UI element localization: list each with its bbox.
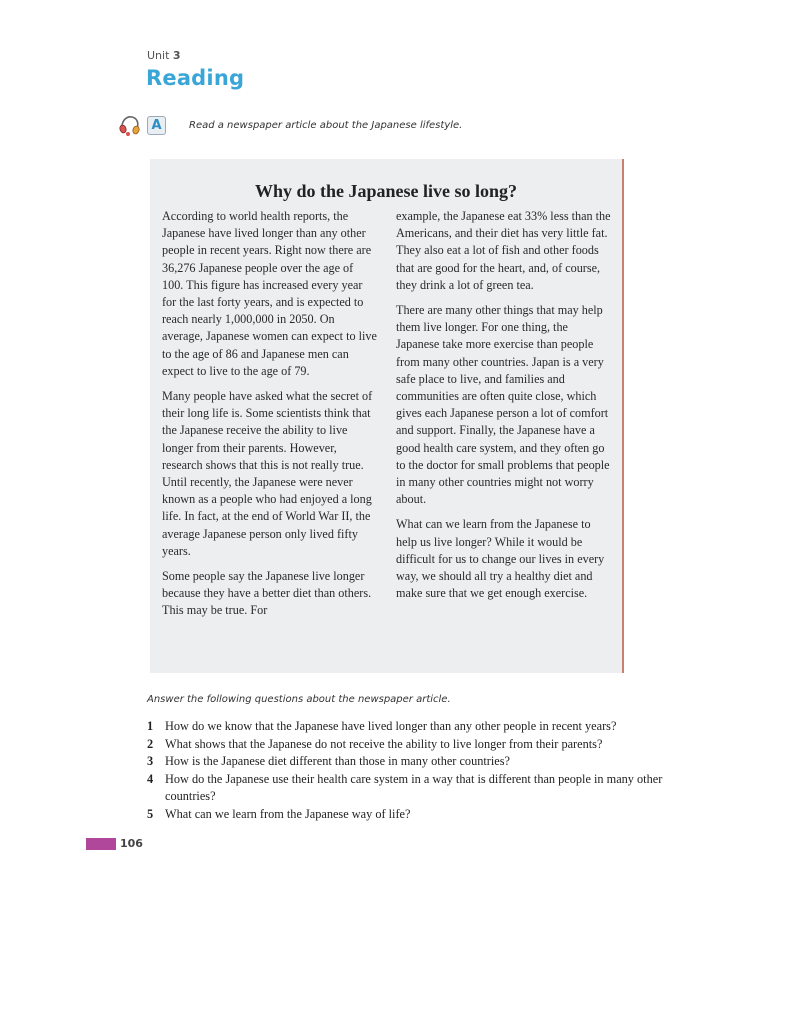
article-paragraph: What can we learn from the Japanese to help us live longer? While it would be difficult for us to change our lives in every way, we should all try a healthy diet and make sure that we get enough exercise.	[396, 517, 605, 601]
question-number: 5	[147, 806, 154, 821]
question-text: What can we learn from the Japanese way of life?	[165, 806, 411, 821]
exercise-instruction: Read a newspaper article about the Japanese lifestyle.	[189, 120, 463, 131]
question-item	[147, 806, 707, 824]
question-item	[147, 753, 707, 771]
article-paragraph: example, the Japanese eat 33% less than the Americans, and their diet has very little fat. They also eat a lot of fish and other foods that are good for the heart, and, of course, they drink a lot of green tea.	[396, 209, 611, 292]
question-item	[147, 771, 707, 806]
article-paragraph: According to world health reports, the Japanese have lived longer than any other people in recent years. Right now there are 36,276 Japanese people over the age of 100. This figure has increased every year for the last forty years, and is expected to reach nearly 1,000,000 in 2050. On average, Japanese women can expect to live to the age of 86 and Japanese men can expect to live to the age of 79.	[162, 209, 377, 378]
article-paragraph: There are many other things that may help them live longer. For one thing, the Japanese take more exercise than people from many other countries. Japan is a very safe place to live, and families and communities are often quite close, which gives each Japanese person a lot of comfort and support. Finally, the Japanese have a good health care system, and they often go to the doctor for small problems that people in many other countries might not worry about.	[396, 303, 610, 507]
question-number: 4	[147, 771, 154, 786]
article-title: Why do the Japanese live so long?	[254, 181, 518, 201]
question-text: How is the Japanese diet different than those in many other countries?	[165, 754, 511, 768]
exercise-letter-badge: A	[147, 116, 166, 135]
unit-label-text: Unit	[147, 49, 170, 62]
section-title: Reading	[146, 66, 245, 90]
question-item	[147, 736, 707, 754]
question-text: How do the Japanese use their health care system in a way that is different than people in many other countries?	[165, 771, 663, 803]
question-text: What shows that the Japanese do not receive the ability to live longer from their parents?	[165, 736, 603, 751]
page-number: 106	[120, 837, 143, 850]
question-number: 2	[147, 736, 154, 751]
question-text: How do we know that the Japanese have lived longer than any other people in recent years?	[165, 719, 617, 733]
question-item	[147, 718, 707, 736]
newspaper-article	[150, 159, 624, 673]
article-left-column	[162, 208, 377, 628]
question-number: 1	[147, 719, 154, 733]
audio-headphones-icon[interactable]	[117, 112, 143, 138]
unit-number: 3	[172, 49, 181, 62]
page-accent-bar	[86, 838, 116, 850]
question-number: 3	[147, 754, 154, 768]
questions-list	[147, 718, 707, 823]
unit-label	[147, 49, 181, 62]
article-paragraph: Some people say the Japanese live longer because they have a better diet than others. This may be true. For	[162, 569, 372, 618]
article-paragraph: Many people have asked what the secret of their long life is. Some scientists think that the Japanese receive the ability to live longer from their parents. However, research shows that this is not really true. Until recently, the Japanese were never known as a people who had enjoyed a long life. In fact, at the end of World War II, the average Japanese person only lived fifty years.	[162, 389, 373, 558]
questions-intro: Answer the following questions about the newspaper article.	[147, 694, 451, 705]
article-right-column	[396, 208, 611, 610]
